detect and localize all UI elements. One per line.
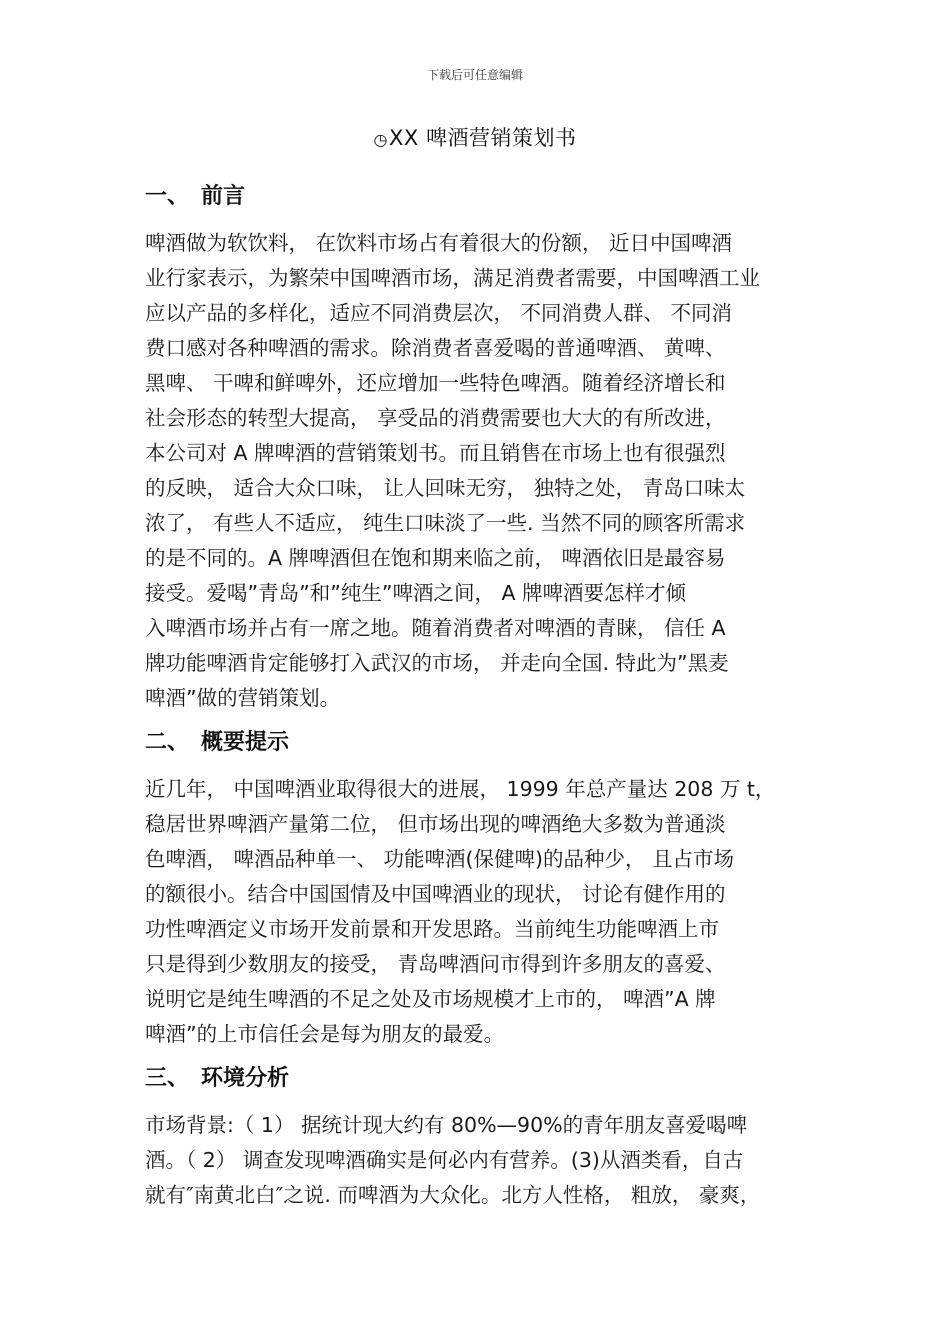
section-title: 前言 — [201, 184, 246, 209]
paragraph-line: 只是得到少数朋友的接受， 青岛啤酒问市得到许多朋友的喜爱、 — [145, 952, 726, 976]
paragraph-line: 市场背景:（ 1） 据统计现大约有 80%—90%的青年朋友喜爱喝啤 — [145, 1113, 748, 1137]
paragraph-line: 近几年， 中国啤酒业取得很大的进展， 1999 年总产量达 208 万 t， — [145, 777, 776, 801]
document-body — [145, 176, 810, 1213]
section-title: 环境分析 — [201, 1066, 290, 1091]
paragraph-line: 入啤酒市场并占有一席之地。随着消费者对啤酒的青睐， 信任 A — [145, 616, 726, 640]
section-title: 概要提示 — [201, 730, 290, 755]
paragraph-line: 应以产品的多样化，适应不同消费层次， 不同消费人群、 不同消 — [145, 301, 733, 325]
section-paragraph — [145, 772, 810, 1052]
title-text: XX 啤酒营销策划书 — [389, 126, 577, 150]
header-note: 下载后可任意编辑 — [426, 68, 523, 82]
section-heading — [145, 1058, 810, 1100]
paragraph-line: 的额很小。结合中国国情及中国啤酒业的现状， 讨论有健作用的 — [145, 882, 726, 906]
section-heading — [145, 176, 810, 218]
document-title — [0, 122, 950, 152]
paragraph-line: 说明它是纯生啤酒的不足之处及市场规模才上市的， 啤酒”A 牌 — [145, 987, 716, 1011]
paragraph-line: 功性啤酒定义市场开发前景和开发思路。当前纯生功能啤酒上市 — [145, 917, 719, 941]
section-number: 三、 — [145, 1066, 190, 1091]
paragraph-line: 就有″南黄北白″之说. 而啤酒为大众化。北方人性格， 粗放， 豪爽， — [145, 1183, 761, 1207]
paragraph-line: 牌功能啤酒肯定能够打入武汉的市场， 并走向全国. 特此为”黑麦 — [145, 651, 729, 675]
paragraph-line: 啤酒”做的营销策划。 — [145, 686, 341, 710]
paragraph-line: 业行家表示，为繁荣中国啤酒市场，满足消费者需要，中国啤酒工业 — [145, 266, 760, 290]
paragraph-line: 色啤酒， 啤酒品种单一、 功能啤酒(保健啤)的品种少， 且占市场 — [145, 847, 735, 871]
section-paragraph — [145, 226, 810, 716]
paragraph-line: 酒。（ 2） 调查发现啤酒确实是何必内有营养。(3)从酒类看，自古 — [145, 1148, 744, 1172]
paragraph-line: 啤酒做为软饮料， 在饮料市场占有着很大的份额， 近日中国啤酒 — [145, 231, 733, 255]
paragraph-line: 黑啤、 干啤和鲜啤外，还应增加一些特色啤酒。随着经济增长和 — [145, 371, 726, 395]
section-heading — [145, 722, 810, 764]
section-paragraph — [145, 1108, 810, 1213]
section-number: 一、 — [145, 184, 190, 209]
paragraph-line: 稳居世界啤酒产量第二位， 但市场出现的啤酒绝大多数为普通淡 — [145, 812, 726, 836]
paragraph-line: 费口感对各种啤酒的需求。除消费者喜爱喝的普通啤酒、 黄啤、 — [145, 336, 726, 360]
section-number: 二、 — [145, 730, 190, 755]
clock-icon: ◷ — [373, 130, 388, 149]
paragraph-line: 浓了， 有些人不适应， 纯生口味淡了一些. 当然不同的顾客所需求 — [145, 511, 746, 535]
paragraph-line: 接受。爱喝”青岛”和”纯生”啤酒之间， A 牌啤酒要怎样才倾 — [145, 581, 687, 605]
paragraph-line: 社会形态的转型大提高， 享受品的消费需要也大大的有所改进， — [145, 406, 726, 430]
paragraph-line: 的是不同的。A 牌啤酒但在饱和期来临之前， 啤酒依旧是最容易 — [145, 546, 726, 570]
paragraph-line: 啤酒”的上市信任会是每为朋友的最爱。 — [145, 1022, 505, 1046]
paragraph-line: 本公司对 A 牌啤酒的营销策划书。而且销售在市场上也有很强烈 — [145, 441, 726, 465]
paragraph-line: 的反映， 适合大众口味， 让人回味无穷， 独特之处， 青岛口味太 — [145, 476, 746, 500]
